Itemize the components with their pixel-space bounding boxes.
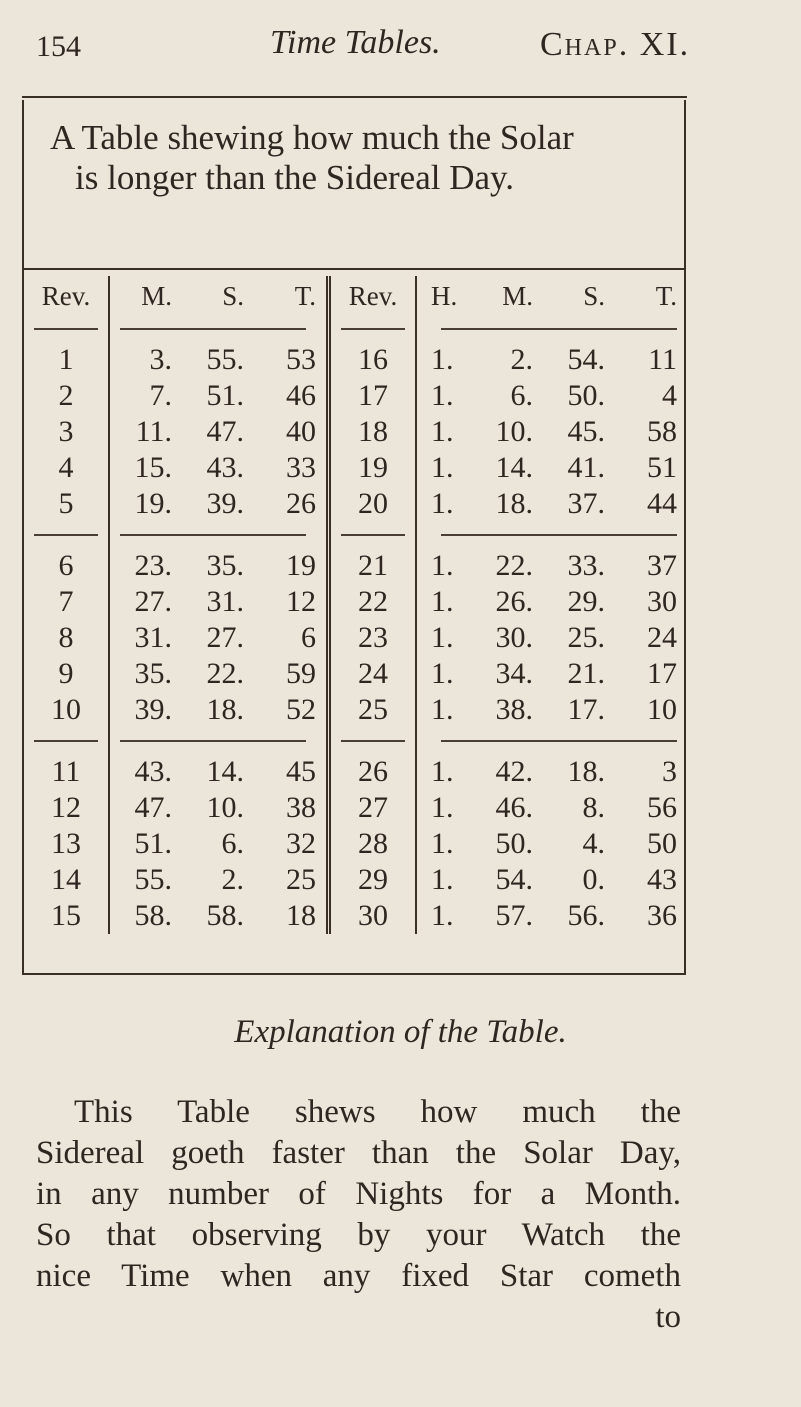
col-rev: Rev. bbox=[329, 276, 417, 316]
col-t: T. bbox=[655, 280, 677, 311]
rev-cell: 29 bbox=[329, 862, 417, 898]
h-cell: 1. bbox=[416, 620, 471, 656]
rev-cell: 10 bbox=[51, 693, 81, 726]
col-s: S. bbox=[583, 280, 605, 311]
separator-cell bbox=[416, 522, 687, 548]
t-cell: 36 bbox=[647, 899, 677, 932]
table-row bbox=[24, 584, 687, 620]
s-cell: 31. bbox=[206, 585, 244, 618]
t-cell: 56 bbox=[647, 791, 677, 824]
rev-cell: 18 bbox=[329, 414, 417, 450]
table-row bbox=[24, 826, 687, 862]
s-cell: 50. bbox=[567, 379, 605, 412]
table-row bbox=[24, 656, 687, 692]
s-cell: 27. bbox=[206, 621, 244, 654]
paragraph-line: This Table shews how much the bbox=[74, 1094, 681, 1130]
rev-cell: 19 bbox=[329, 450, 417, 486]
title-rule bbox=[22, 268, 684, 270]
m-cell: 3. bbox=[109, 342, 182, 378]
rev-cell: 21 bbox=[329, 548, 417, 584]
s-cell: 51. bbox=[206, 379, 244, 412]
h-cell: 1. bbox=[416, 548, 471, 584]
t-cell: 53 bbox=[286, 343, 316, 376]
rev-cell: 14 bbox=[51, 863, 81, 896]
page-number: 154 bbox=[36, 30, 81, 63]
rev-cell: 27 bbox=[329, 790, 417, 826]
m-cell: 11. bbox=[109, 414, 182, 450]
m-cell: 6. bbox=[510, 379, 533, 412]
separator-cell bbox=[24, 728, 109, 754]
table-row bbox=[24, 692, 687, 728]
h-cell: 1. bbox=[416, 584, 471, 620]
t-cell: 52 bbox=[286, 693, 316, 726]
table-row bbox=[24, 486, 687, 522]
s-cell: 25. bbox=[567, 621, 605, 654]
table-row bbox=[24, 790, 687, 826]
t-cell: 26 bbox=[286, 487, 316, 520]
rev-cell: 8 bbox=[58, 621, 74, 654]
h-cell: 1. bbox=[416, 414, 471, 450]
col-rev: Rev. bbox=[41, 280, 91, 311]
separator-line bbox=[120, 328, 306, 330]
m-cell: 58. bbox=[109, 898, 182, 934]
chapter-heading: Chap. XI. bbox=[540, 26, 691, 63]
col-h: H. bbox=[416, 276, 471, 316]
h-cell: 1. bbox=[416, 790, 471, 826]
t-cell: 50 bbox=[647, 827, 677, 860]
m-cell: 42. bbox=[495, 755, 533, 788]
table-row bbox=[24, 414, 687, 450]
separator-cell bbox=[109, 316, 329, 342]
h-cell: 1. bbox=[416, 342, 471, 378]
separator-line bbox=[441, 328, 677, 330]
m-cell: 57. bbox=[495, 899, 533, 932]
t-cell: 46 bbox=[286, 379, 316, 412]
m-cell: 22. bbox=[495, 549, 533, 582]
rev-cell: 22 bbox=[329, 584, 417, 620]
paragraph-line: So that observing by your Watch the bbox=[36, 1217, 681, 1253]
t-cell: 4 bbox=[662, 379, 677, 412]
h-cell: 1. bbox=[416, 826, 471, 862]
col-m: M. bbox=[502, 280, 533, 311]
t-cell: 44 bbox=[647, 487, 677, 520]
m-cell: 30. bbox=[495, 621, 533, 654]
t-cell: 17 bbox=[647, 657, 677, 690]
t-cell: 6 bbox=[301, 621, 316, 654]
t-cell: 40 bbox=[286, 415, 316, 448]
m-cell: 14. bbox=[495, 451, 533, 484]
separator-line bbox=[120, 740, 306, 742]
group-separator bbox=[24, 728, 687, 754]
col-s: S. bbox=[222, 280, 244, 311]
explanation-paragraph bbox=[36, 1092, 681, 1338]
m-cell: 27. bbox=[109, 584, 182, 620]
s-cell: 41. bbox=[567, 451, 605, 484]
m-cell: 50. bbox=[495, 827, 533, 860]
solar-sidereal-table bbox=[24, 276, 687, 934]
h-cell: 1. bbox=[416, 754, 471, 790]
s-cell: 56. bbox=[567, 899, 605, 932]
t-cell: 33 bbox=[286, 451, 316, 484]
h-cell: 1. bbox=[416, 378, 471, 414]
h-cell: 1. bbox=[416, 862, 471, 898]
m-cell: 19. bbox=[109, 486, 182, 522]
t-cell: 30 bbox=[647, 585, 677, 618]
rev-cell: 15 bbox=[51, 899, 81, 932]
separator-cell bbox=[109, 728, 329, 754]
rev-cell: 9 bbox=[58, 657, 74, 690]
separator-line bbox=[441, 740, 677, 742]
table-row bbox=[24, 450, 687, 486]
separator-cell bbox=[416, 728, 687, 754]
col-t: T. bbox=[294, 280, 316, 311]
m-cell: 51. bbox=[109, 826, 182, 862]
s-cell: 33. bbox=[567, 549, 605, 582]
s-cell: 18. bbox=[567, 755, 605, 788]
t-cell: 24 bbox=[647, 621, 677, 654]
m-cell: 54. bbox=[495, 863, 533, 896]
s-cell: 6. bbox=[221, 827, 244, 860]
t-cell: 38 bbox=[286, 791, 316, 824]
s-cell: 47. bbox=[206, 415, 244, 448]
top-rule bbox=[22, 96, 687, 98]
m-cell: 26. bbox=[495, 585, 533, 618]
rev-cell: 20 bbox=[329, 486, 417, 522]
rev-cell: 3 bbox=[58, 415, 74, 448]
t-cell: 25 bbox=[286, 863, 316, 896]
table-row bbox=[24, 620, 687, 656]
t-cell: 19 bbox=[286, 549, 316, 582]
group-separator bbox=[24, 522, 687, 548]
h-cell: 1. bbox=[416, 692, 471, 728]
t-cell: 37 bbox=[647, 549, 677, 582]
m-cell: 31. bbox=[109, 620, 182, 656]
col-m: M. bbox=[109, 276, 182, 316]
h-cell: 1. bbox=[416, 656, 471, 692]
rev-cell: 26 bbox=[329, 754, 417, 790]
table-title-line1: A Table shewing how much the Solar bbox=[50, 118, 574, 157]
h-cell: 1. bbox=[416, 486, 471, 522]
rev-cell: 5 bbox=[58, 487, 74, 520]
m-cell: 43. bbox=[109, 754, 182, 790]
s-cell: 22. bbox=[206, 657, 244, 690]
s-cell: 35. bbox=[206, 549, 244, 582]
rev-cell: 12 bbox=[51, 791, 81, 824]
rev-cell: 2 bbox=[58, 379, 74, 412]
m-cell: 39. bbox=[109, 692, 182, 728]
rev-cell: 16 bbox=[329, 342, 417, 378]
t-cell: 12 bbox=[286, 585, 316, 618]
separator-cell bbox=[329, 316, 417, 342]
t-cell: 51 bbox=[647, 451, 677, 484]
table-row bbox=[24, 342, 687, 378]
paragraph-line: in any number of Nights for a Month. bbox=[36, 1176, 681, 1212]
rev-cell: 24 bbox=[329, 656, 417, 692]
s-cell: 18. bbox=[206, 693, 244, 726]
s-cell: 39. bbox=[206, 487, 244, 520]
t-cell: 11 bbox=[648, 343, 677, 376]
separator-line bbox=[34, 534, 98, 536]
separator-cell bbox=[24, 522, 109, 548]
rev-cell: 1 bbox=[58, 343, 74, 376]
separator-cell bbox=[329, 522, 417, 548]
t-cell: 59 bbox=[286, 657, 316, 690]
separator-cell bbox=[24, 316, 109, 342]
m-cell: 46. bbox=[495, 791, 533, 824]
s-cell: 17. bbox=[567, 693, 605, 726]
separator-cell bbox=[329, 728, 417, 754]
rev-cell: 28 bbox=[329, 826, 417, 862]
s-cell: 4. bbox=[582, 827, 605, 860]
explanation-heading: Explanation of the Table. bbox=[234, 1014, 567, 1050]
s-cell: 10. bbox=[206, 791, 244, 824]
table-title-line2: is longer than the Sidereal Day. bbox=[75, 158, 514, 197]
t-cell: 32 bbox=[286, 827, 316, 860]
s-cell: 54. bbox=[567, 343, 605, 376]
separator-cell bbox=[109, 522, 329, 548]
s-cell: 8. bbox=[582, 791, 605, 824]
rev-cell: 7 bbox=[58, 585, 74, 618]
m-cell: 38. bbox=[495, 693, 533, 726]
rev-cell: 13 bbox=[51, 827, 81, 860]
m-cell: 7. bbox=[109, 378, 182, 414]
table-header-row bbox=[24, 276, 687, 316]
separator-line bbox=[120, 534, 306, 536]
paragraph-line: Sidereal goeth faster than the Solar Day, bbox=[36, 1135, 681, 1171]
rev-cell: 23 bbox=[329, 620, 417, 656]
t-cell: 43 bbox=[647, 863, 677, 896]
m-cell: 10. bbox=[495, 415, 533, 448]
table-row bbox=[24, 548, 687, 584]
separator-line bbox=[341, 740, 405, 742]
separator-line bbox=[341, 534, 405, 536]
t-cell: 3 bbox=[662, 755, 677, 788]
separator-cell bbox=[416, 316, 687, 342]
m-cell: 35. bbox=[109, 656, 182, 692]
h-cell: 1. bbox=[416, 450, 471, 486]
table-row bbox=[24, 378, 687, 414]
table-row bbox=[24, 898, 687, 934]
m-cell: 34. bbox=[495, 657, 533, 690]
m-cell: 15. bbox=[109, 450, 182, 486]
rev-cell: 11 bbox=[51, 755, 81, 788]
s-cell: 58. bbox=[206, 899, 244, 932]
group-separator bbox=[24, 316, 687, 342]
s-cell: 55. bbox=[206, 343, 244, 376]
s-cell: 21. bbox=[567, 657, 605, 690]
s-cell: 37. bbox=[567, 487, 605, 520]
s-cell: 45. bbox=[567, 415, 605, 448]
separator-line bbox=[34, 328, 98, 330]
t-cell: 10 bbox=[647, 693, 677, 726]
m-cell: 23. bbox=[109, 548, 182, 584]
s-cell: 29. bbox=[567, 585, 605, 618]
h-cell: 1. bbox=[416, 898, 471, 934]
catchword: to bbox=[655, 1299, 681, 1335]
m-cell: 18. bbox=[495, 487, 533, 520]
s-cell: 43. bbox=[206, 451, 244, 484]
rev-cell: 4 bbox=[58, 451, 74, 484]
rev-cell: 17 bbox=[329, 378, 417, 414]
t-cell: 58 bbox=[647, 415, 677, 448]
paragraph-line: nice Time when any fixed Star cometh bbox=[36, 1258, 681, 1294]
table-row bbox=[24, 754, 687, 790]
running-title: Time Tables. bbox=[270, 24, 441, 61]
s-cell: 2. bbox=[221, 863, 244, 896]
m-cell: 55. bbox=[109, 862, 182, 898]
separator-line bbox=[34, 740, 98, 742]
rev-cell: 30 bbox=[329, 898, 417, 934]
table-row bbox=[24, 862, 687, 898]
t-cell: 18 bbox=[286, 899, 316, 932]
m-cell: 2. bbox=[510, 343, 533, 376]
rev-cell: 25 bbox=[329, 692, 417, 728]
rev-cell: 6 bbox=[58, 549, 74, 582]
m-cell: 47. bbox=[109, 790, 182, 826]
t-cell: 45 bbox=[286, 755, 316, 788]
separator-line bbox=[441, 534, 677, 536]
s-cell: 14. bbox=[206, 755, 244, 788]
separator-line bbox=[341, 328, 405, 330]
s-cell: 0. bbox=[582, 863, 605, 896]
